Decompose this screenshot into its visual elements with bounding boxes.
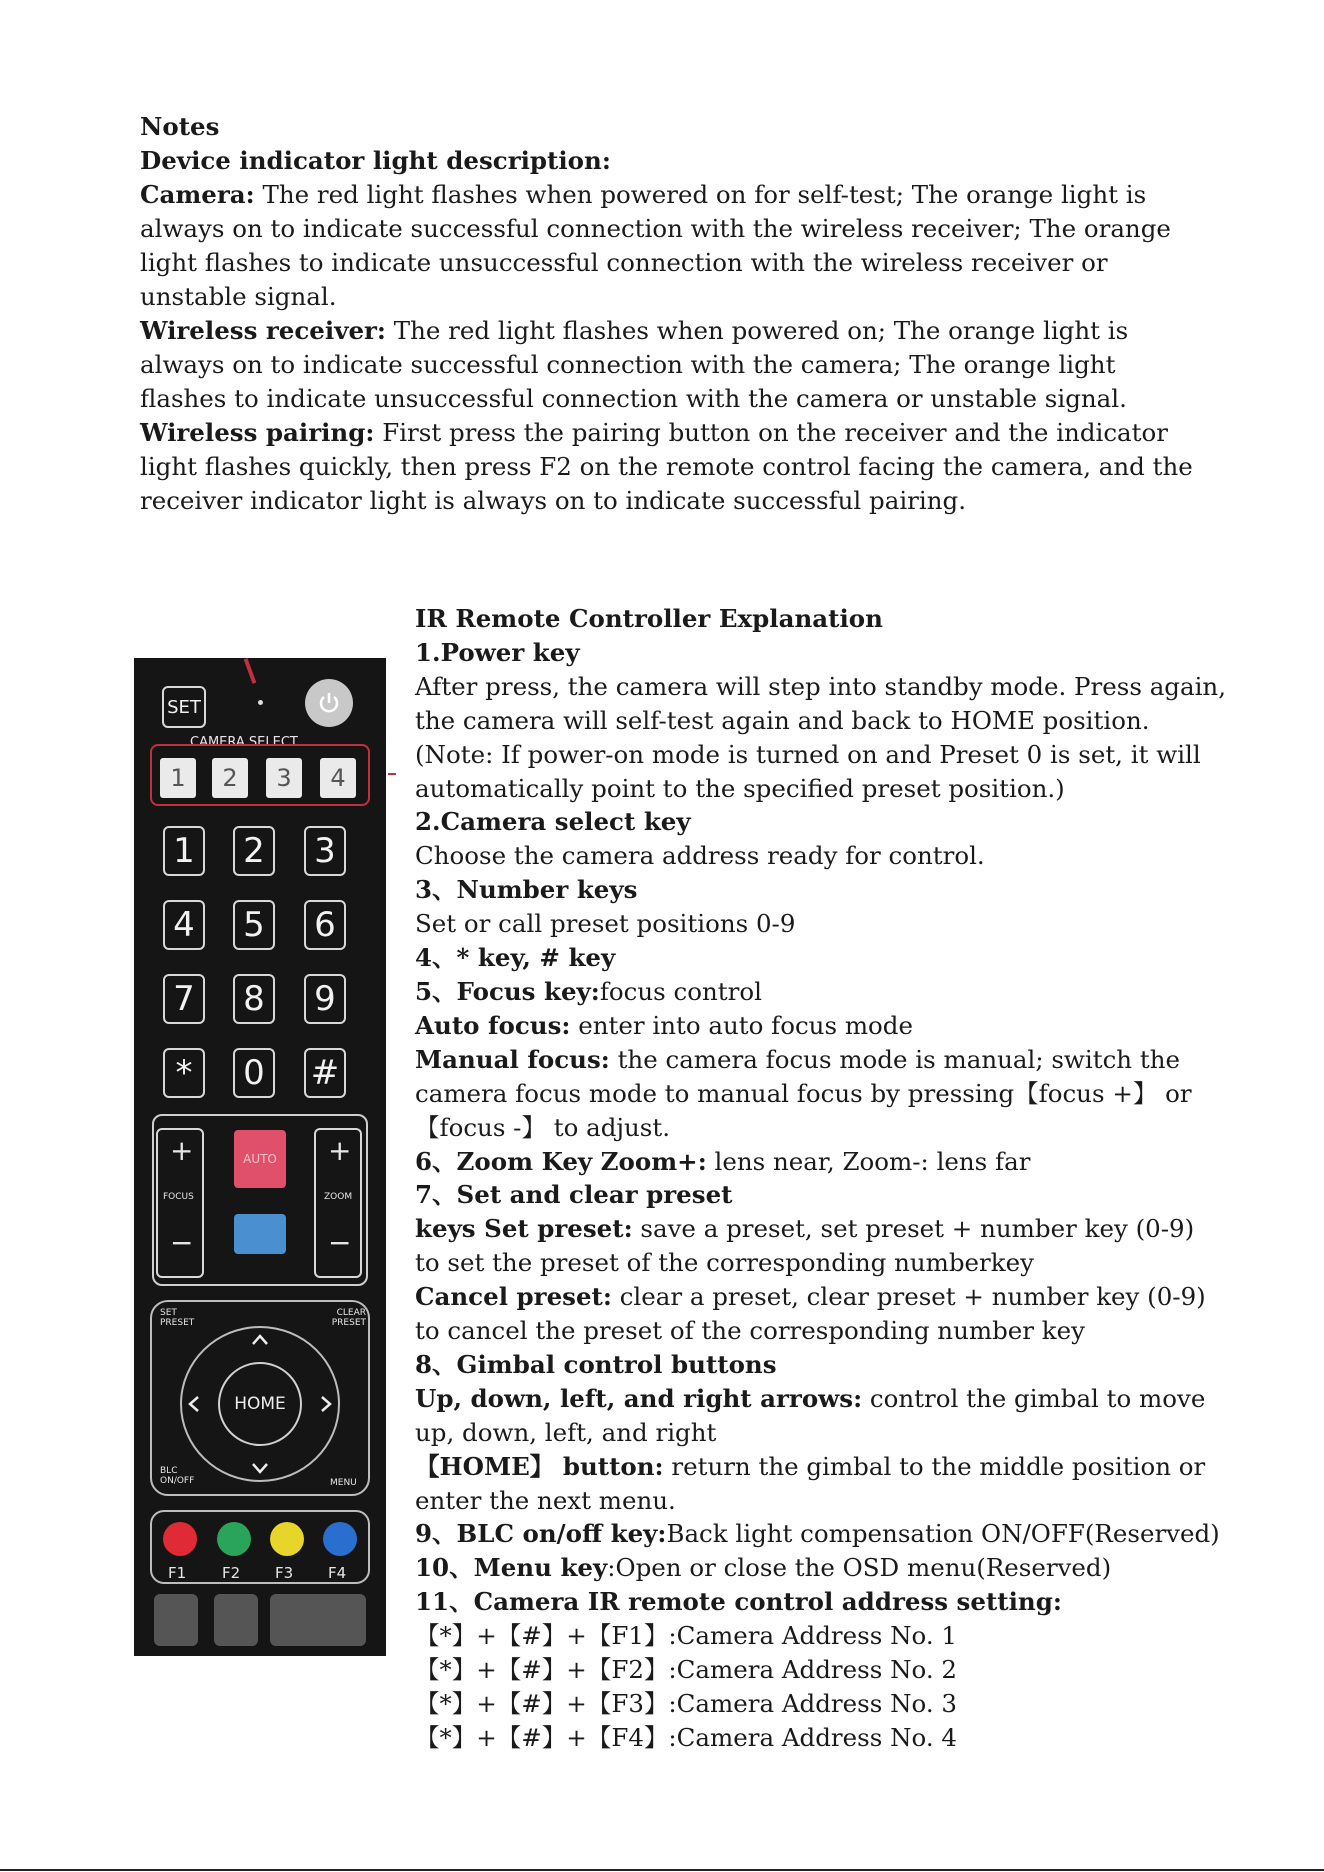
key-3: 3 bbox=[304, 826, 346, 876]
zoom-label: ZOOM bbox=[324, 1192, 353, 1202]
address-line-3: 【*】+【#】+【F3】:Camera Address No. 3 bbox=[415, 1689, 957, 1718]
up-arrow-icon bbox=[250, 1330, 270, 1350]
camera-select-text: Choose the camera address ready for control. bbox=[415, 841, 985, 871]
ir-explanation bbox=[415, 602, 1226, 1755]
cancel-preset-text: clear a preset, clear preset + number key (0-9) to cancel the preset of the corresponding number key bbox=[415, 1282, 1206, 1346]
key-8: 8 bbox=[233, 974, 275, 1024]
pairing-text: First press the pairing button on the receiver and the indicator light flashes quickly, then press F2 on the remote control facing the camera, and the receiver indicator light is always on to indicate successful pairing. bbox=[140, 418, 1193, 515]
cancel-preset-line bbox=[415, 1280, 1215, 1348]
receiver-label: Wireless receiver: bbox=[140, 316, 386, 345]
zoom-heading: 6、Zoom Key Zoom+: bbox=[415, 1146, 707, 1176]
manual-focus-line bbox=[415, 1043, 1215, 1145]
blc-label: 9、BLC on/off key: bbox=[415, 1519, 667, 1549]
clear-preset-label: CLEAR PRESET bbox=[331, 1308, 366, 1328]
leader-line bbox=[388, 773, 396, 775]
menu-label: MENU bbox=[330, 1478, 357, 1488]
key-star: * bbox=[163, 1048, 205, 1098]
bottom-key-2 bbox=[214, 1594, 258, 1646]
indicator-led bbox=[258, 700, 263, 705]
camera-select-label: CAMERA SELECT bbox=[190, 735, 298, 750]
key-4: 4 bbox=[163, 900, 205, 950]
blc-label: BLC ON/OFF bbox=[160, 1466, 195, 1486]
key-9: 9 bbox=[304, 974, 346, 1024]
arrows-text: control the gimbal to move up, down, left, and right bbox=[415, 1383, 1206, 1447]
f4-button bbox=[323, 1522, 357, 1556]
key-0: 0 bbox=[233, 1048, 275, 1098]
focus-label: FOCUS bbox=[163, 1192, 194, 1202]
receiver-note bbox=[140, 314, 1200, 416]
menu-text: :Open or close the OSD menu(Reserved) bbox=[607, 1553, 1112, 1583]
f3-button bbox=[270, 1522, 304, 1556]
f4-label: F4 bbox=[328, 1564, 347, 1582]
focus-line bbox=[415, 975, 1215, 1009]
zoom-plus: + bbox=[328, 1134, 352, 1167]
page-bottom-rule bbox=[0, 1869, 1324, 1871]
address-line-1: 【*】+【#】+【F1】:Camera Address No. 1 bbox=[415, 1621, 957, 1651]
ir-title: IR Remote Controller Explanation bbox=[415, 604, 883, 633]
bottom-key-3 bbox=[270, 1594, 366, 1646]
key-2: 2 bbox=[233, 826, 275, 876]
key-6: 6 bbox=[304, 900, 346, 950]
home-line bbox=[415, 1450, 1215, 1518]
manual-focus-button bbox=[234, 1214, 286, 1254]
auto-focus-button: AUTO bbox=[234, 1130, 286, 1188]
set-clear-heading: 7、Set and clear preset bbox=[415, 1180, 733, 1210]
auto-focus-label: Auto focus: bbox=[415, 1010, 571, 1040]
menu-label: 10、Menu key bbox=[415, 1553, 608, 1583]
key-hash: # bbox=[304, 1048, 346, 1098]
camera-select-3: 3 bbox=[266, 758, 302, 798]
camera-select-2: 2 bbox=[212, 758, 248, 798]
set-button: SET bbox=[162, 686, 206, 728]
power-line-1: After press, the camera will step into standby mode. Press again, bbox=[415, 671, 1226, 701]
camera-label: Camera: bbox=[140, 180, 255, 209]
power-heading: 1.Power key bbox=[415, 637, 580, 667]
key-7: 7 bbox=[163, 974, 205, 1024]
blc-line bbox=[415, 1517, 1220, 1551]
remote-control-image bbox=[134, 658, 386, 1656]
notes-heading: Notes bbox=[140, 112, 220, 141]
home-label: 【HOME】 button: bbox=[415, 1451, 664, 1481]
auto-focus-line bbox=[415, 1009, 1215, 1043]
gimbal-heading: 8、Gimbal control buttons bbox=[415, 1349, 777, 1379]
manual-focus-text: the camera focus mode is manual; switch the camera focus mode to manual focus by pressing【focus +】 or 【focus -】 to adjust. bbox=[415, 1044, 1192, 1142]
down-arrow-icon bbox=[250, 1458, 270, 1478]
number-keys-heading: 3、Number keys bbox=[415, 875, 638, 905]
notes-subheading: Device indicator light description: bbox=[140, 146, 611, 175]
pairing-note bbox=[140, 416, 1200, 518]
key-5: 5 bbox=[233, 900, 275, 950]
left-arrow-icon bbox=[184, 1394, 204, 1414]
home-button: HOME bbox=[218, 1362, 302, 1446]
address-line-4: 【*】+【#】+【F4】:Camera Address No. 4 bbox=[415, 1722, 957, 1752]
f1-button bbox=[163, 1522, 197, 1556]
number-keys-text: Set or call preset positions 0-9 bbox=[415, 909, 796, 939]
focus-plus: + bbox=[170, 1134, 194, 1167]
focus-minus: − bbox=[170, 1226, 194, 1259]
address-heading: 11、Camera IR remote control address setting: bbox=[415, 1587, 1062, 1617]
f2-label: F2 bbox=[222, 1564, 241, 1582]
cancel-preset-label: Cancel preset: bbox=[415, 1282, 612, 1312]
pairing-label: Wireless pairing: bbox=[140, 418, 375, 447]
f1-label: F1 bbox=[168, 1564, 187, 1582]
home-text: return the gimbal to the middle position or enter the next menu. bbox=[415, 1451, 1206, 1515]
power-icon bbox=[315, 689, 343, 717]
set-preset-label: keys Set preset: bbox=[415, 1214, 633, 1244]
set-preset-line bbox=[415, 1212, 1215, 1280]
star-hash-heading: 4、* key, # key bbox=[415, 943, 616, 973]
camera-select-heading: 2.Camera select key bbox=[415, 807, 691, 837]
manual-focus-label: Manual focus: bbox=[415, 1044, 610, 1074]
set-preset-label: SET PRESET bbox=[160, 1308, 195, 1328]
arrows-label: Up, down, left, and right arrows: bbox=[415, 1383, 863, 1413]
receiver-text: The red light flashes when powered on; The orange light is always on to indicate successful connection with the camera; The orange light flashes to indicate unsuccessful connection with the camera or unstable signal. bbox=[140, 316, 1129, 413]
focus-text: focus control bbox=[599, 976, 762, 1006]
notes-section bbox=[140, 110, 1200, 518]
right-arrow-icon bbox=[316, 1394, 336, 1414]
camera-select-1: 1 bbox=[160, 758, 196, 798]
bottom-key-1 bbox=[154, 1594, 198, 1646]
zoom-minus: − bbox=[328, 1226, 352, 1259]
camera-note bbox=[140, 178, 1200, 314]
power-line-4: automatically point to the specified preset position.) bbox=[415, 773, 1065, 803]
address-line-2: 【*】+【#】+【F2】:Camera Address No. 2 bbox=[415, 1655, 957, 1685]
camera-select-4: 4 bbox=[320, 758, 356, 798]
camera-text: The red light flashes when powered on for self-test; The orange light is always on to indicate successful connection with the wireless receiver; The orange light flashes to indicate unsuccessful connection with the wireless receiver or unstable signal. bbox=[140, 180, 1171, 311]
menu-line bbox=[415, 1551, 1215, 1585]
blc-text: Back light compensation ON/OFF(Reserved) bbox=[666, 1519, 1220, 1549]
pointer-arrow bbox=[244, 658, 257, 684]
power-button bbox=[305, 679, 353, 727]
zoom-line bbox=[415, 1145, 1215, 1179]
power-line-2: the camera will self-test again and back to HOME position. bbox=[415, 705, 1150, 735]
f3-label: F3 bbox=[275, 1564, 294, 1582]
arrows-line bbox=[415, 1382, 1215, 1450]
power-line-3: (Note: If power-on mode is turned on and Preset 0 is set, it will bbox=[415, 739, 1201, 769]
focus-heading: 5、Focus key: bbox=[415, 976, 600, 1006]
f2-button bbox=[217, 1522, 251, 1556]
set-preset-text: save a preset, set preset + number key (0-9) to set the preset of the corresponding numberkey bbox=[415, 1214, 1195, 1278]
zoom-text: lens near, Zoom-: lens far bbox=[706, 1146, 1031, 1176]
key-1: 1 bbox=[163, 826, 205, 876]
auto-focus-text: enter into auto focus mode bbox=[570, 1010, 913, 1040]
